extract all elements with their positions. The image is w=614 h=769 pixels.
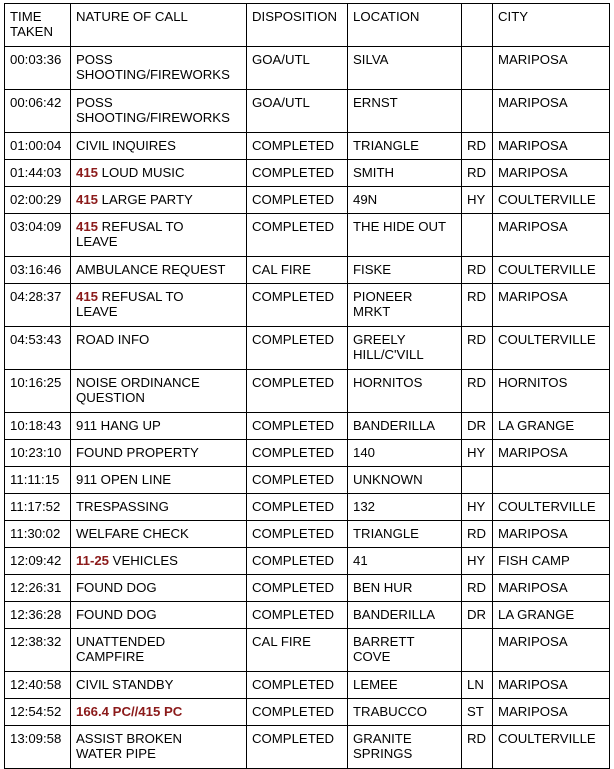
- table-row: [5, 699, 610, 726]
- nature-of-call-cell: [71, 467, 247, 494]
- table-row: [5, 284, 610, 327]
- street-suffix-cell: RD: [462, 370, 493, 413]
- street-suffix-cell: RD: [462, 726, 493, 769]
- city-cell: MARIPOSA: [493, 160, 610, 187]
- nature-of-call-cell: [71, 672, 247, 699]
- table-row: [5, 521, 610, 548]
- location-cell: PIONEER MRKT: [348, 284, 462, 327]
- disposition-cell: COMPLETED: [247, 413, 348, 440]
- time-taken-cell: 03:04:09: [5, 214, 71, 257]
- nature-text: FOUND DOG: [76, 607, 157, 622]
- city-cell: COULTERVILLE: [493, 494, 610, 521]
- location-cell: 132: [348, 494, 462, 521]
- disposition-cell: COMPLETED: [247, 602, 348, 629]
- city-cell: MARIPOSA: [493, 47, 610, 90]
- location-cell: ERNST: [348, 90, 462, 133]
- nature-text: WELFARE CHECK: [76, 526, 189, 541]
- nature-of-call-cell: [71, 214, 247, 257]
- nature-text: 911 OPEN LINE: [76, 472, 172, 487]
- time-taken-cell: 00:06:42: [5, 90, 71, 133]
- disposition-cell: COMPLETED: [247, 548, 348, 575]
- penal-code: 415: [76, 219, 99, 234]
- disposition-cell: COMPLETED: [247, 160, 348, 187]
- disposition-cell: CAL FIRE: [247, 629, 348, 672]
- nature-of-call-cell: [71, 602, 247, 629]
- street-suffix-cell: [462, 90, 493, 133]
- table-row: [5, 575, 610, 602]
- time-taken-cell: 12:36:28: [5, 602, 71, 629]
- disposition-cell: COMPLETED: [247, 440, 348, 467]
- city-cell: MARIPOSA: [493, 90, 610, 133]
- table-row: [5, 90, 610, 133]
- table-row: [5, 672, 610, 699]
- street-suffix-cell: [462, 467, 493, 494]
- table-row: [5, 214, 610, 257]
- city-cell: HORNITOS: [493, 370, 610, 413]
- header-city: CITY: [493, 4, 610, 47]
- nature-text: CIVIL STANDBY: [76, 677, 174, 692]
- header-disposition: DISPOSITION: [247, 4, 348, 47]
- table-row: [5, 327, 610, 370]
- city-cell: MARIPOSA: [493, 284, 610, 327]
- city-cell: MARIPOSA: [493, 440, 610, 467]
- time-taken-cell: 02:00:29: [5, 187, 71, 214]
- street-suffix-cell: RD: [462, 257, 493, 284]
- time-taken-cell: 13:09:58: [5, 726, 71, 769]
- header-row: [5, 4, 610, 47]
- location-cell: THE HIDE OUT: [348, 214, 462, 257]
- table-row: [5, 133, 610, 160]
- nature-text: FOUND PROPERTY: [76, 445, 199, 460]
- street-suffix-cell: RD: [462, 521, 493, 548]
- city-cell: LA GRANGE: [493, 602, 610, 629]
- disposition-cell: GOA/UTL: [247, 47, 348, 90]
- table-row: [5, 494, 610, 521]
- street-suffix-cell: HY: [462, 548, 493, 575]
- nature-of-call-cell: [71, 327, 247, 370]
- location-cell: 41: [348, 548, 462, 575]
- header-street-suffix: [462, 4, 493, 47]
- street-suffix-cell: DR: [462, 413, 493, 440]
- table-row: [5, 726, 610, 769]
- time-taken-cell: 04:53:43: [5, 327, 71, 370]
- penal-code: 166.4 PC//415 PC: [76, 704, 183, 719]
- nature-of-call-cell: [71, 160, 247, 187]
- disposition-cell: CAL FIRE: [247, 257, 348, 284]
- location-cell: TRIANGLE: [348, 133, 462, 160]
- location-cell: BEN HUR: [348, 575, 462, 602]
- table-row: [5, 629, 610, 672]
- table-row: [5, 467, 610, 494]
- nature-text: ROAD INFO: [76, 332, 150, 347]
- nature-text: VEHICLES: [109, 553, 178, 568]
- location-cell: SMITH: [348, 160, 462, 187]
- disposition-cell: COMPLETED: [247, 284, 348, 327]
- nature-text: POSS SHOOTING/FIREWORKS: [76, 52, 230, 82]
- location-cell: SILVA: [348, 47, 462, 90]
- street-suffix-cell: RD: [462, 284, 493, 327]
- location-cell: TRIANGLE: [348, 521, 462, 548]
- street-suffix-cell: [462, 47, 493, 90]
- disposition-cell: COMPLETED: [247, 370, 348, 413]
- time-taken-cell: 01:44:03: [5, 160, 71, 187]
- disposition-cell: COMPLETED: [247, 726, 348, 769]
- disposition-cell: COMPLETED: [247, 575, 348, 602]
- disposition-cell: COMPLETED: [247, 672, 348, 699]
- street-suffix-cell: RD: [462, 575, 493, 602]
- time-taken-cell: 12:54:52: [5, 699, 71, 726]
- location-cell: LEMEE: [348, 672, 462, 699]
- time-taken-cell: 10:18:43: [5, 413, 71, 440]
- nature-text: AMBULANCE REQUEST: [76, 262, 226, 277]
- disposition-cell: COMPLETED: [247, 467, 348, 494]
- table-row: [5, 440, 610, 467]
- nature-text: REFUSAL TO LEAVE: [76, 289, 184, 319]
- disposition-cell: GOA/UTL: [247, 90, 348, 133]
- nature-of-call-cell: [71, 726, 247, 769]
- penal-code: 11-25: [76, 553, 110, 568]
- disposition-cell: COMPLETED: [247, 214, 348, 257]
- location-cell: BANDERILLA: [348, 413, 462, 440]
- city-cell: MARIPOSA: [493, 214, 610, 257]
- nature-of-call-cell: [71, 575, 247, 602]
- city-cell: MARIPOSA: [493, 672, 610, 699]
- penal-code: 415: [76, 289, 99, 304]
- table-row: [5, 257, 610, 284]
- location-cell: FISKE: [348, 257, 462, 284]
- penal-code: 415: [76, 165, 99, 180]
- time-taken-cell: 11:17:52: [5, 494, 71, 521]
- location-cell: 49N: [348, 187, 462, 214]
- time-taken-cell: 12:40:58: [5, 672, 71, 699]
- header-time-taken: TIME TAKEN: [5, 4, 71, 47]
- nature-text: UNATTENDED CAMPFIRE: [76, 634, 166, 664]
- location-cell: BANDERILLA: [348, 602, 462, 629]
- nature-of-call-cell: [71, 413, 247, 440]
- nature-text: REFUSAL TO LEAVE: [76, 219, 184, 249]
- street-suffix-cell: [462, 214, 493, 257]
- location-cell: TRABUCCO: [348, 699, 462, 726]
- time-taken-cell: 10:23:10: [5, 440, 71, 467]
- header-nature-of-call: NATURE OF CALL: [71, 4, 247, 47]
- nature-of-call-cell: [71, 284, 247, 327]
- street-suffix-cell: [462, 629, 493, 672]
- nature-of-call-cell: [71, 521, 247, 548]
- table-row: [5, 47, 610, 90]
- time-taken-cell: 04:28:37: [5, 284, 71, 327]
- disposition-cell: COMPLETED: [247, 187, 348, 214]
- disposition-cell: COMPLETED: [247, 521, 348, 548]
- location-cell: GREELY HILL/C'VILL: [348, 327, 462, 370]
- table-row: [5, 160, 610, 187]
- city-cell: MARIPOSA: [493, 133, 610, 160]
- street-suffix-cell: DR: [462, 602, 493, 629]
- nature-text: POSS SHOOTING/FIREWORKS: [76, 95, 230, 125]
- time-taken-cell: 12:09:42: [5, 548, 71, 575]
- table-row: [5, 187, 610, 214]
- time-taken-cell: 11:11:15: [5, 467, 71, 494]
- time-taken-cell: 00:03:36: [5, 47, 71, 90]
- city-cell: LA GRANGE: [493, 413, 610, 440]
- nature-text: LOUD MUSIC: [98, 165, 185, 180]
- street-suffix-cell: LN: [462, 672, 493, 699]
- time-taken-cell: 03:16:46: [5, 257, 71, 284]
- nature-of-call-cell: [71, 699, 247, 726]
- location-cell: GRANITE SPRINGS: [348, 726, 462, 769]
- street-suffix-cell: HY: [462, 494, 493, 521]
- nature-text: CIVIL INQUIRES: [76, 138, 176, 153]
- time-taken-cell: 12:26:31: [5, 575, 71, 602]
- disposition-cell: COMPLETED: [247, 494, 348, 521]
- city-cell: FISH CAMP: [493, 548, 610, 575]
- city-cell: COULTERVILLE: [493, 257, 610, 284]
- city-cell: MARIPOSA: [493, 575, 610, 602]
- city-cell: MARIPOSA: [493, 699, 610, 726]
- location-cell: HORNITOS: [348, 370, 462, 413]
- city-cell: [493, 467, 610, 494]
- table-row: [5, 602, 610, 629]
- street-suffix-cell: HY: [462, 440, 493, 467]
- time-taken-cell: 10:16:25: [5, 370, 71, 413]
- nature-text: 911 HANG UP: [76, 418, 161, 433]
- city-cell: COULTERVILLE: [493, 726, 610, 769]
- nature-of-call-cell: [71, 187, 247, 214]
- penal-code: 415: [76, 192, 99, 207]
- street-suffix-cell: ST: [462, 699, 493, 726]
- table-row: [5, 370, 610, 413]
- city-cell: COULTERVILLE: [493, 327, 610, 370]
- street-suffix-cell: RD: [462, 133, 493, 160]
- city-cell: MARIPOSA: [493, 629, 610, 672]
- location-cell: 140: [348, 440, 462, 467]
- city-cell: MARIPOSA: [493, 521, 610, 548]
- city-cell: COULTERVILLE: [493, 187, 610, 214]
- location-cell: BARRETT COVE: [348, 629, 462, 672]
- time-taken-cell: 11:30:02: [5, 521, 71, 548]
- street-suffix-cell: HY: [462, 187, 493, 214]
- time-taken-cell: 01:00:04: [5, 133, 71, 160]
- nature-of-call-cell: [71, 133, 247, 160]
- nature-text: LARGE PARTY: [98, 192, 193, 207]
- nature-of-call-cell: [71, 548, 247, 575]
- disposition-cell: COMPLETED: [247, 699, 348, 726]
- nature-of-call-cell: [71, 494, 247, 521]
- table-row: [5, 413, 610, 440]
- nature-of-call-cell: [71, 629, 247, 672]
- header-location: LOCATION: [348, 4, 462, 47]
- street-suffix-cell: RD: [462, 327, 493, 370]
- nature-of-call-cell: [71, 47, 247, 90]
- disposition-cell: COMPLETED: [247, 327, 348, 370]
- street-suffix-cell: RD: [462, 160, 493, 187]
- call-log-table: [4, 3, 610, 769]
- nature-text: NOISE ORDINANCE QUESTION: [76, 375, 200, 405]
- nature-of-call-cell: [71, 440, 247, 467]
- disposition-cell: COMPLETED: [247, 133, 348, 160]
- nature-of-call-cell: [71, 370, 247, 413]
- nature-text: FOUND DOG: [76, 580, 157, 595]
- nature-text: TRESPASSING: [76, 499, 169, 514]
- time-taken-cell: 12:38:32: [5, 629, 71, 672]
- table-row: [5, 548, 610, 575]
- location-cell: UNKNOWN: [348, 467, 462, 494]
- nature-of-call-cell: [71, 90, 247, 133]
- nature-of-call-cell: [71, 257, 247, 284]
- nature-text: ASSIST BROKEN WATER PIPE: [76, 731, 183, 761]
